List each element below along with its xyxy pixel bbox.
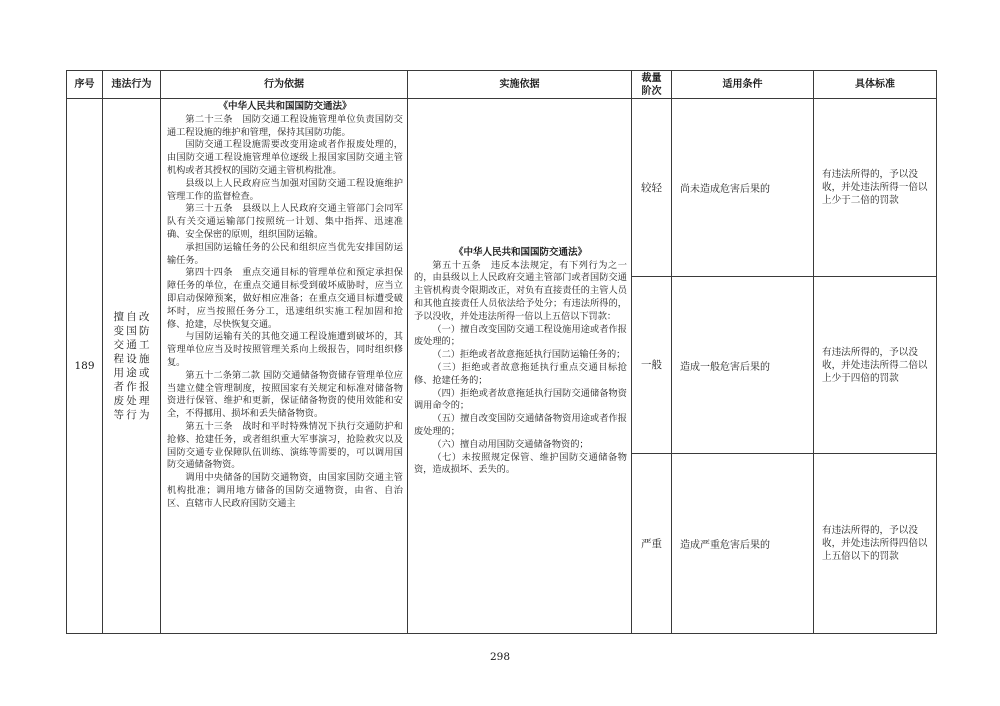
- level-general: 一般: [632, 277, 672, 454]
- implementation-basis-cell: [408, 99, 632, 634]
- penalty-table: [66, 70, 937, 634]
- implementation-paragraph: （二）拒绝或者故意拖延执行国防运输任务的；: [432, 349, 626, 361]
- header-basis: 行为依据: [161, 71, 408, 99]
- table-row: [67, 99, 937, 277]
- legal-basis-title: 《中华人民共和国国防交通法》: [218, 101, 352, 112]
- violation-act-cell: [103, 99, 161, 634]
- level-light: 较轻: [632, 99, 672, 277]
- header-act: 违法行为: [103, 71, 161, 99]
- implementation-paragraph: （七）未按照规定保管、维护国防交通储备物资，造成损坏、丢失的。: [414, 451, 627, 476]
- header-level: 裁量 阶次: [632, 71, 672, 99]
- legal-basis-paragraph: 承担国防运输任务的公民和组织应当优先安排国防运输任务。: [167, 241, 403, 266]
- violation-act: 擅自改变国防交通工程设施用途或者作报废处理等行为: [113, 311, 150, 421]
- implementation-basis-body: [414, 247, 627, 477]
- legal-basis-paragraph: 第四十四条 重点交通目标的管理单位和预定承担保障任务的单位，在重点交通目标受到破坏威胁时，应当立即启动保障预案，做好相应准备；在重点交通目标遭受破坏时，应当按照任务分工，迅速组织实施工程加固和抢修、抢建，尽快恢复交通。: [167, 267, 403, 330]
- level-severe: 严重: [632, 454, 672, 634]
- legal-basis-paragraph: 第二十三条 国防交通工程设施管理单位负责国防交通工程设施的维护和管理，保持其国防功能。: [167, 113, 403, 138]
- standard-severe: 有违法所得的，予以没收，并处违法所得四倍以上五倍以下的罚款: [814, 454, 937, 634]
- implementation-paragraph: （三）拒绝或者故意拖延执行重点交通目标抢修、抢建任务的；: [414, 362, 627, 386]
- header-std: 具体标准: [814, 71, 937, 99]
- header-row: [67, 71, 937, 99]
- implementation-basis-title: 《中华人民共和国国防交通法》: [453, 246, 587, 258]
- legal-basis-paragraph: 与国防运输有关的其他交通工程设施遭到破坏的，其管理单位应当及时按照管理关系向上级报告，同时组织修复。: [167, 331, 403, 368]
- legal-basis-paragraph: 县级以上人民政府应当加强对国防交通工程设施维护管理工作的监督检查。: [167, 177, 403, 202]
- legal-basis-paragraph: 第三十五条 县级以上人民政府交通主管部门会同军队有关交通运输部门按照统一计划、集中指挥、迅速准确、安全保密的原则，组织国防运输。: [167, 203, 403, 240]
- condition-general: 造成一般危害后果的: [672, 277, 814, 454]
- row-number: 189: [67, 99, 103, 634]
- legal-basis-paragraph: 第五十三条 战时和平时特殊情况下执行交通防护和抢修、抢建任务，或者组织重大军事演习，抢险救灾以及国防交通专业保障队伍训练、演练等需要的，可以调用国防交通储备物资。: [167, 420, 403, 471]
- condition-light: 尚未造成危害后果的: [672, 99, 814, 277]
- implementation-paragraph: （一）擅自改变国防交通工程设施用途或者作报废处理的；: [414, 323, 627, 348]
- legal-basis-paragraph: 调用中央储备的国防交通物资，由国家国防交通主管机构批准；调用地方储备的国防交通物资，由省、自治区、直辖市人民政府国防交通主: [167, 472, 403, 509]
- page-number: 298: [489, 651, 511, 663]
- legal-basis-cell: [161, 99, 408, 634]
- standard-general: 有违法所得的，予以没收，并处违法所得二倍以上少于四倍的罚款: [814, 277, 937, 454]
- header-no: 序号: [67, 71, 103, 99]
- legal-basis-paragraph: 国防交通工程设施需要改变用途或者作报废处理的，由国防交通工程设施管理单位逐级上报国家国防交通主管机构或者其授权的国防交通主管机构批准。: [167, 139, 403, 176]
- header-cond: 适用条件: [672, 71, 814, 99]
- legal-basis-paragraph: 第五十二条第二款 国防交通储备物资储存管理单位应当建立健全管理制度，按照国家有关规定和标准对储备物资进行保管、维护和更新，保证储备物资的使用效能和安全，不得挪用、损坏和丢失储备物资。: [167, 369, 403, 420]
- implementation-paragraph: （四）拒绝或者故意拖延执行国防交通储备物资调用命令的；: [414, 387, 627, 412]
- implementation-paragraph: （六）擅自动用国防交通储备物资的；: [432, 438, 589, 450]
- condition-severe: 造成严重危害后果的: [672, 454, 814, 634]
- header-impl: 实施依据: [408, 71, 632, 99]
- implementation-paragraph: （五）擅自改变国防交通储备物资用途或者作报废处理的；: [414, 413, 627, 437]
- implementation-paragraph: 第五十五条 违反本法规定，有下列行为之一的，由县级以上人民政府交通主管部门或者国防交通主管机构责令限期改正，对负有直接责任的主管人员和其他直接责任人员依法给予处分；有违法所得的，予以没收，并处违法所得一倍以上五倍以下罚款：: [414, 259, 627, 322]
- standard-light: 有违法所得的，予以没收，并处违法所得一倍以上少于二倍的罚款: [814, 99, 937, 277]
- legal-basis-body: [167, 114, 403, 511]
